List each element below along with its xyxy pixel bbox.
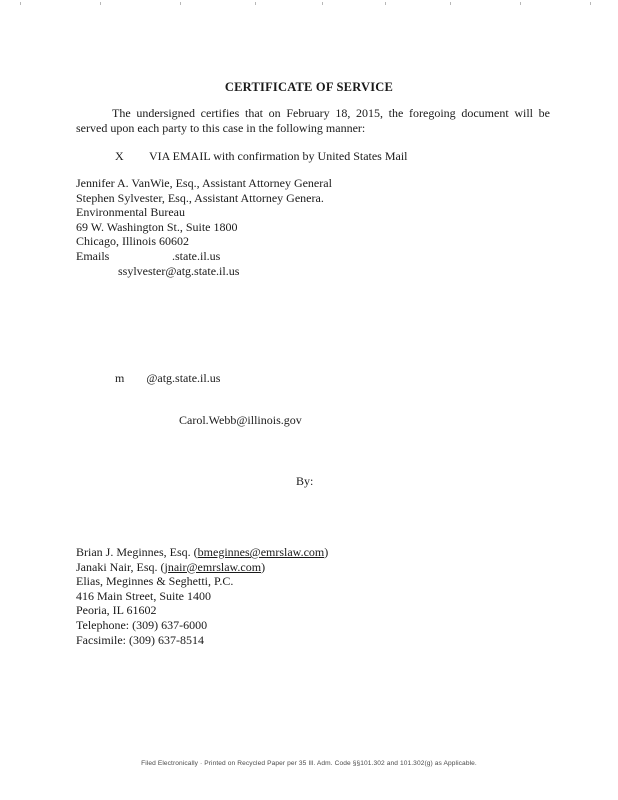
partial-email-row (115, 371, 220, 386)
attorney-1-email-link[interactable]: bmeginnes@emrslaw.com (197, 545, 325, 559)
recipient-line-3: Environmental Bureau (76, 205, 185, 220)
by-label: By: (296, 474, 314, 488)
recipient-email-2: ssylvester@atg.state.il.us (118, 263, 240, 278)
service-method-line (115, 149, 408, 164)
recipient-line-1: Jennifer A. VanWie, Esq., Assistant Attorney General (76, 176, 332, 190)
scan-artifacts (0, 2, 618, 6)
recipient-email-row-1 (76, 249, 332, 264)
recipient-email-1: .state.il.us (172, 248, 221, 263)
firm-street: 416 Main Street, Suite 1400 (76, 588, 211, 603)
attorney-2-email-link[interactable]: jnair@emrslaw.com (164, 559, 262, 574)
firm-telephone: Telephone: (309) 637-6000 (76, 617, 208, 632)
carol-email: Carol.Webb@illinois.gov (179, 413, 302, 427)
page-title: CERTIFICATE OF SERVICE (224, 80, 394, 94)
partial-email-prefix: m (115, 371, 125, 385)
attorney-1-name: Brian J. Meginnes, Esq. ( (76, 545, 198, 559)
partial-email-domain: @atg.state.il.us (146, 371, 221, 385)
firm-facsimile: Facsimile: (309) 637-8514 (76, 632, 204, 647)
recipient-line-2: Stephen Sylvester, Esq., Assistant Attorney Genera. (76, 190, 324, 205)
signature-line-2 (76, 560, 328, 575)
recipient-email-row-2 (76, 264, 332, 279)
page-footer: Filed Electronically · Printed on Recycled Paper per 35 Ill. Adm. Code §§101.302 and 101.302(g) as Applicable. (141, 760, 477, 767)
service-checkmark: X (115, 149, 124, 163)
attorney-1-close: ) (324, 545, 329, 559)
intro-paragraph: The undersigned certifies that on February 18, 2015, the foregoing document will be served upon each party to this case in the following manner: (76, 106, 550, 135)
attorney-2-name: Janaki Nair, Esq. ( (76, 559, 165, 574)
emails-label: Emails (76, 248, 110, 263)
attorney-2-close: ) (261, 559, 266, 574)
signature-line-1 (76, 545, 328, 560)
firm-name: Elias, Meginnes & Seghetti, P.C. (76, 574, 234, 589)
signature-block (76, 545, 328, 647)
firm-city: Peoria, IL 61602 (76, 603, 157, 618)
recipient-line-4: 69 W. Washington St., Suite 1800 (76, 219, 238, 234)
service-method-text: VIA EMAIL with confirmation by United States Mail (149, 149, 408, 163)
recipient-address-block (76, 176, 332, 278)
recipient-line-5: Chicago, Illinois 60602 (76, 234, 189, 249)
